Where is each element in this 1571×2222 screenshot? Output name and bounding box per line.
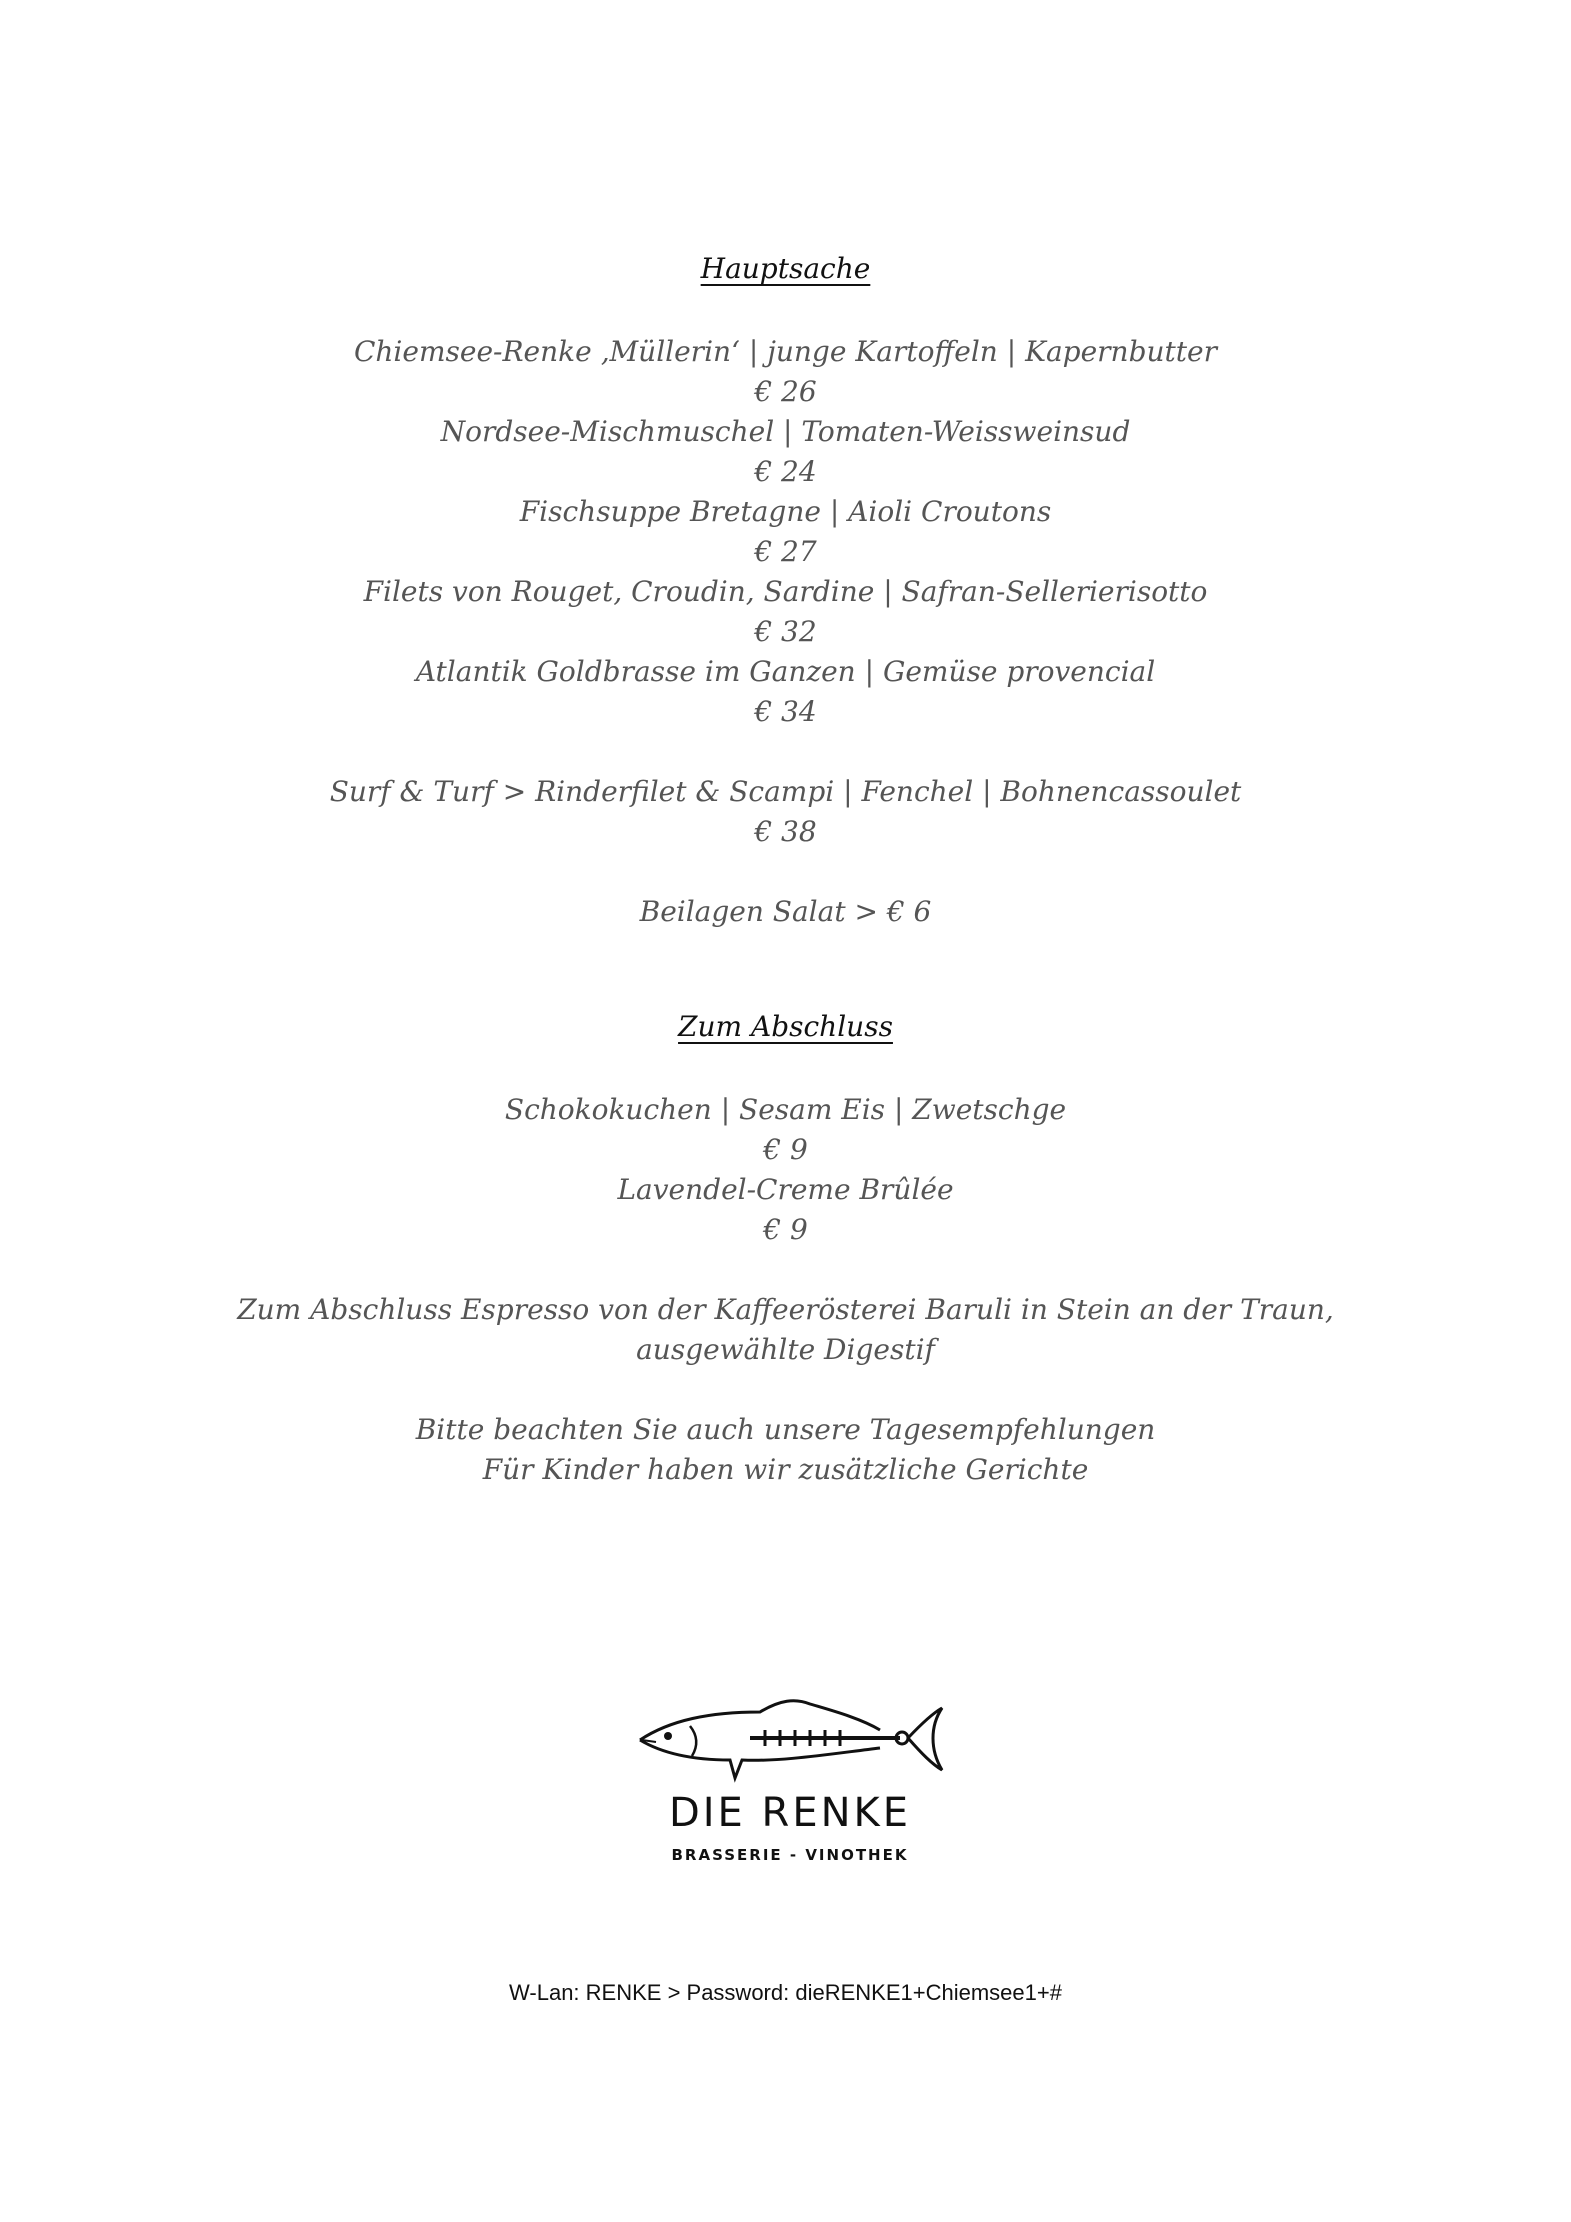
menu-item-name: Surf & Turf > Rinderfilet & Scampi | Fenchel | Bohnencassoulet bbox=[329, 775, 1242, 808]
menu-item-name: Nordsee-Mischmuschel | Tomaten-Weissweinsud bbox=[440, 415, 1131, 448]
dessert-item-price: € 9 bbox=[763, 1213, 808, 1246]
menu-item-price: € 24 bbox=[754, 455, 817, 488]
logo-title: DIE RENKE bbox=[668, 1790, 912, 1836]
section-title-dessert: Zum Abschluss bbox=[678, 1010, 893, 1043]
logo-subtitle: BRASSERIE - VINOTHEK bbox=[671, 1846, 909, 1864]
menu-item-price: € 26 bbox=[754, 375, 817, 408]
espresso-line: Zum Abschluss Espresso von der Kaffeerösterei Baruli in Stein an der Traun, bbox=[237, 1293, 1334, 1326]
menu-item-name: Chiemsee-Renke ‚Müllerin‘ | junge Kartoffeln | Kapernbutter bbox=[353, 335, 1218, 368]
side-dish-line: Beilagen Salat > € 6 bbox=[639, 895, 932, 928]
menu-item-name: Fischsuppe Bretagne | Aioli Croutons bbox=[519, 495, 1052, 528]
digestif-line: ausgewählte Digestif bbox=[636, 1333, 935, 1366]
note-line: Für Kinder haben wir zusätzliche Gerichte bbox=[482, 1453, 1089, 1486]
restaurant-logo bbox=[630, 1690, 950, 1870]
section-title-main: Hauptsache bbox=[700, 252, 871, 285]
menu-item-price: € 38 bbox=[754, 815, 817, 848]
dessert-item-price: € 9 bbox=[763, 1133, 808, 1166]
menu-item-name: Filets von Rouget, Croudin, Sardine | Safran-Sellerierisotto bbox=[363, 575, 1208, 608]
dessert-item-name: Lavendel-Creme Brûlée bbox=[617, 1173, 954, 1206]
fish-icon bbox=[630, 1690, 950, 1790]
dessert-item-name: Schokokuchen | Sesam Eis | Zwetschge bbox=[504, 1093, 1067, 1126]
menu-item-price: € 32 bbox=[754, 615, 817, 648]
menu-item-price: € 34 bbox=[754, 695, 817, 728]
note-line: Bitte beachten Sie auch unsere Tagesempfehlungen bbox=[415, 1413, 1156, 1446]
menu-item-price: € 27 bbox=[754, 535, 817, 568]
menu-item-name: Atlantik Goldbrasse im Ganzen | Gemüse provencial bbox=[415, 655, 1156, 688]
wifi-info: W-Lan: RENKE > Password: dieRENKE1+Chiemsee1+# bbox=[509, 1980, 1062, 2005]
